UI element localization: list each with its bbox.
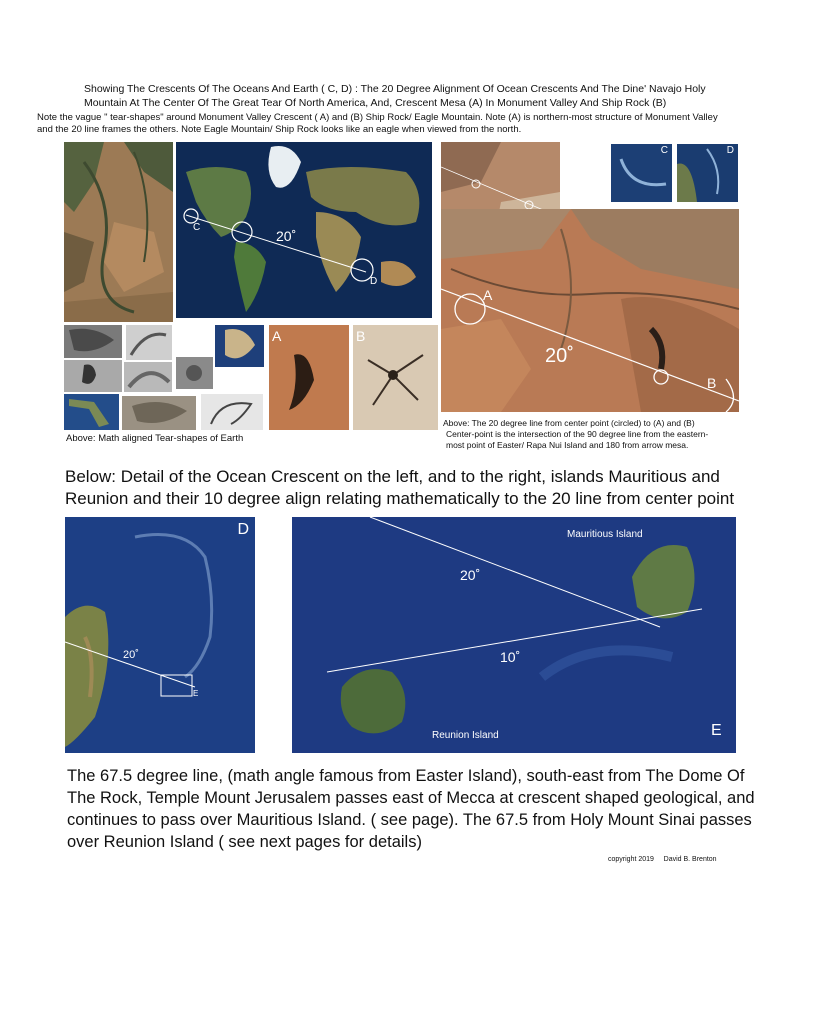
copyright-footer: copyright 2019 David B. Brenton — [608, 856, 717, 863]
thumb-label-d: D — [726, 145, 734, 156]
middle-text-line-2: Reunion and their 10 degree align relating mathematically to the 20 line from center point — [65, 489, 735, 508]
left-label-d: D — [237, 521, 249, 538]
note-line-2: and the 20 line frames the others. Note Eagle Mountain/ Ship Rock looks like an eagle when viewed from the north. — [37, 124, 522, 135]
map-label-d: D — [370, 276, 378, 287]
thumb-label-b: B — [356, 328, 366, 344]
caption-right-line-3: most point of Easter/ Rapa Nui Island and 180 from arrow mesa. — [446, 440, 689, 450]
tear-thumb-2 — [126, 325, 172, 360]
map-label-c: C — [193, 222, 201, 233]
bottom-text-line-1: The 67.5 degree line, (math angle famous from Easter Island), south-east from The Dome Of — [67, 767, 745, 785]
crescent-c-thumb — [611, 144, 672, 202]
bottom-text-line-4: over Reunion Island ( see next pages for details) — [67, 833, 422, 851]
bottom-text-line-3: continues to pass over Mauritious Island. ( see page). The 67.5 from Holy Mount Sinai passes — [67, 811, 752, 829]
caption-right-line-1: Above: The 20 degree line from center point (circled) to (A) and (B) — [443, 418, 695, 428]
crescent-mesa-a-image — [269, 325, 349, 430]
ship-rock-b-image — [353, 325, 438, 430]
mauritius-reunion-image — [292, 517, 736, 753]
thumb-label-a: A — [272, 328, 282, 344]
reunion-label: Reunion Island — [432, 730, 499, 741]
tear-thumb-italy — [64, 394, 119, 430]
terrain-angle-label: 20˚ — [545, 345, 574, 367]
terrain-image-north-america — [64, 142, 173, 322]
tear-thumb-5 — [124, 362, 172, 392]
tear-thumb-8 — [201, 394, 263, 430]
right-label-e: E — [711, 722, 722, 739]
terrain-label-b: B — [707, 375, 717, 391]
tear-thumb-6 — [176, 357, 213, 389]
right-angle-10: 10˚ — [500, 649, 521, 665]
caption-right — [443, 418, 708, 451]
note-line-1: Note the vague " tear-shapes" around Monument Valley Crescent ( A) and (B) Ship Rock/ Eagle Mountain. Note (A) is northern-most structure of Monument Valley — [37, 112, 718, 123]
tear-thumb-3 — [215, 325, 264, 367]
terrain-label-a: A — [483, 287, 493, 303]
title-line-2: Mountain At The Center Of The Great Tear Of North America, And, Crescent Mesa (A) In Monument Valley And Ship Rock (B) — [84, 97, 667, 109]
left-angle-label: 20˚ — [123, 649, 139, 661]
caption-right-line-2: Center-point is the intersection of the 90 degree line from the eastern- — [446, 429, 709, 439]
map-angle-label: 20˚ — [276, 228, 297, 244]
crescent-d-thumb — [677, 144, 738, 202]
monument-valley-terrain-image — [441, 209, 739, 412]
mauritius-label: Mauritious Island — [567, 529, 643, 540]
thumb-label-c: C — [660, 145, 668, 156]
tear-thumb-1 — [64, 325, 122, 358]
caption-left: Above: Math aligned Tear-shapes of Earth — [66, 433, 244, 444]
ocean-crescent-d-image — [65, 517, 255, 753]
title-line-1: Showing The Crescents Of The Oceans And Earth ( C, D) : The 20 Degree Alignment Of Ocean Crescents And The Dine' Navajo Holy — [84, 83, 706, 95]
middle-text-line-1: Below: Detail of the Ocean Crescent on the left, and to the right, islands Mauritious and — [65, 467, 720, 486]
tear-thumb-7 — [122, 396, 196, 430]
tear-thumb-4 — [64, 360, 122, 392]
bottom-text-line-2: The Rock, Temple Mount Jerusalem passes east of Mecca at crescent shaped geological, and — [67, 789, 755, 807]
world-map-image — [176, 142, 432, 318]
right-angle-20: 20˚ — [460, 567, 481, 583]
left-box-label-e: E — [193, 689, 199, 698]
